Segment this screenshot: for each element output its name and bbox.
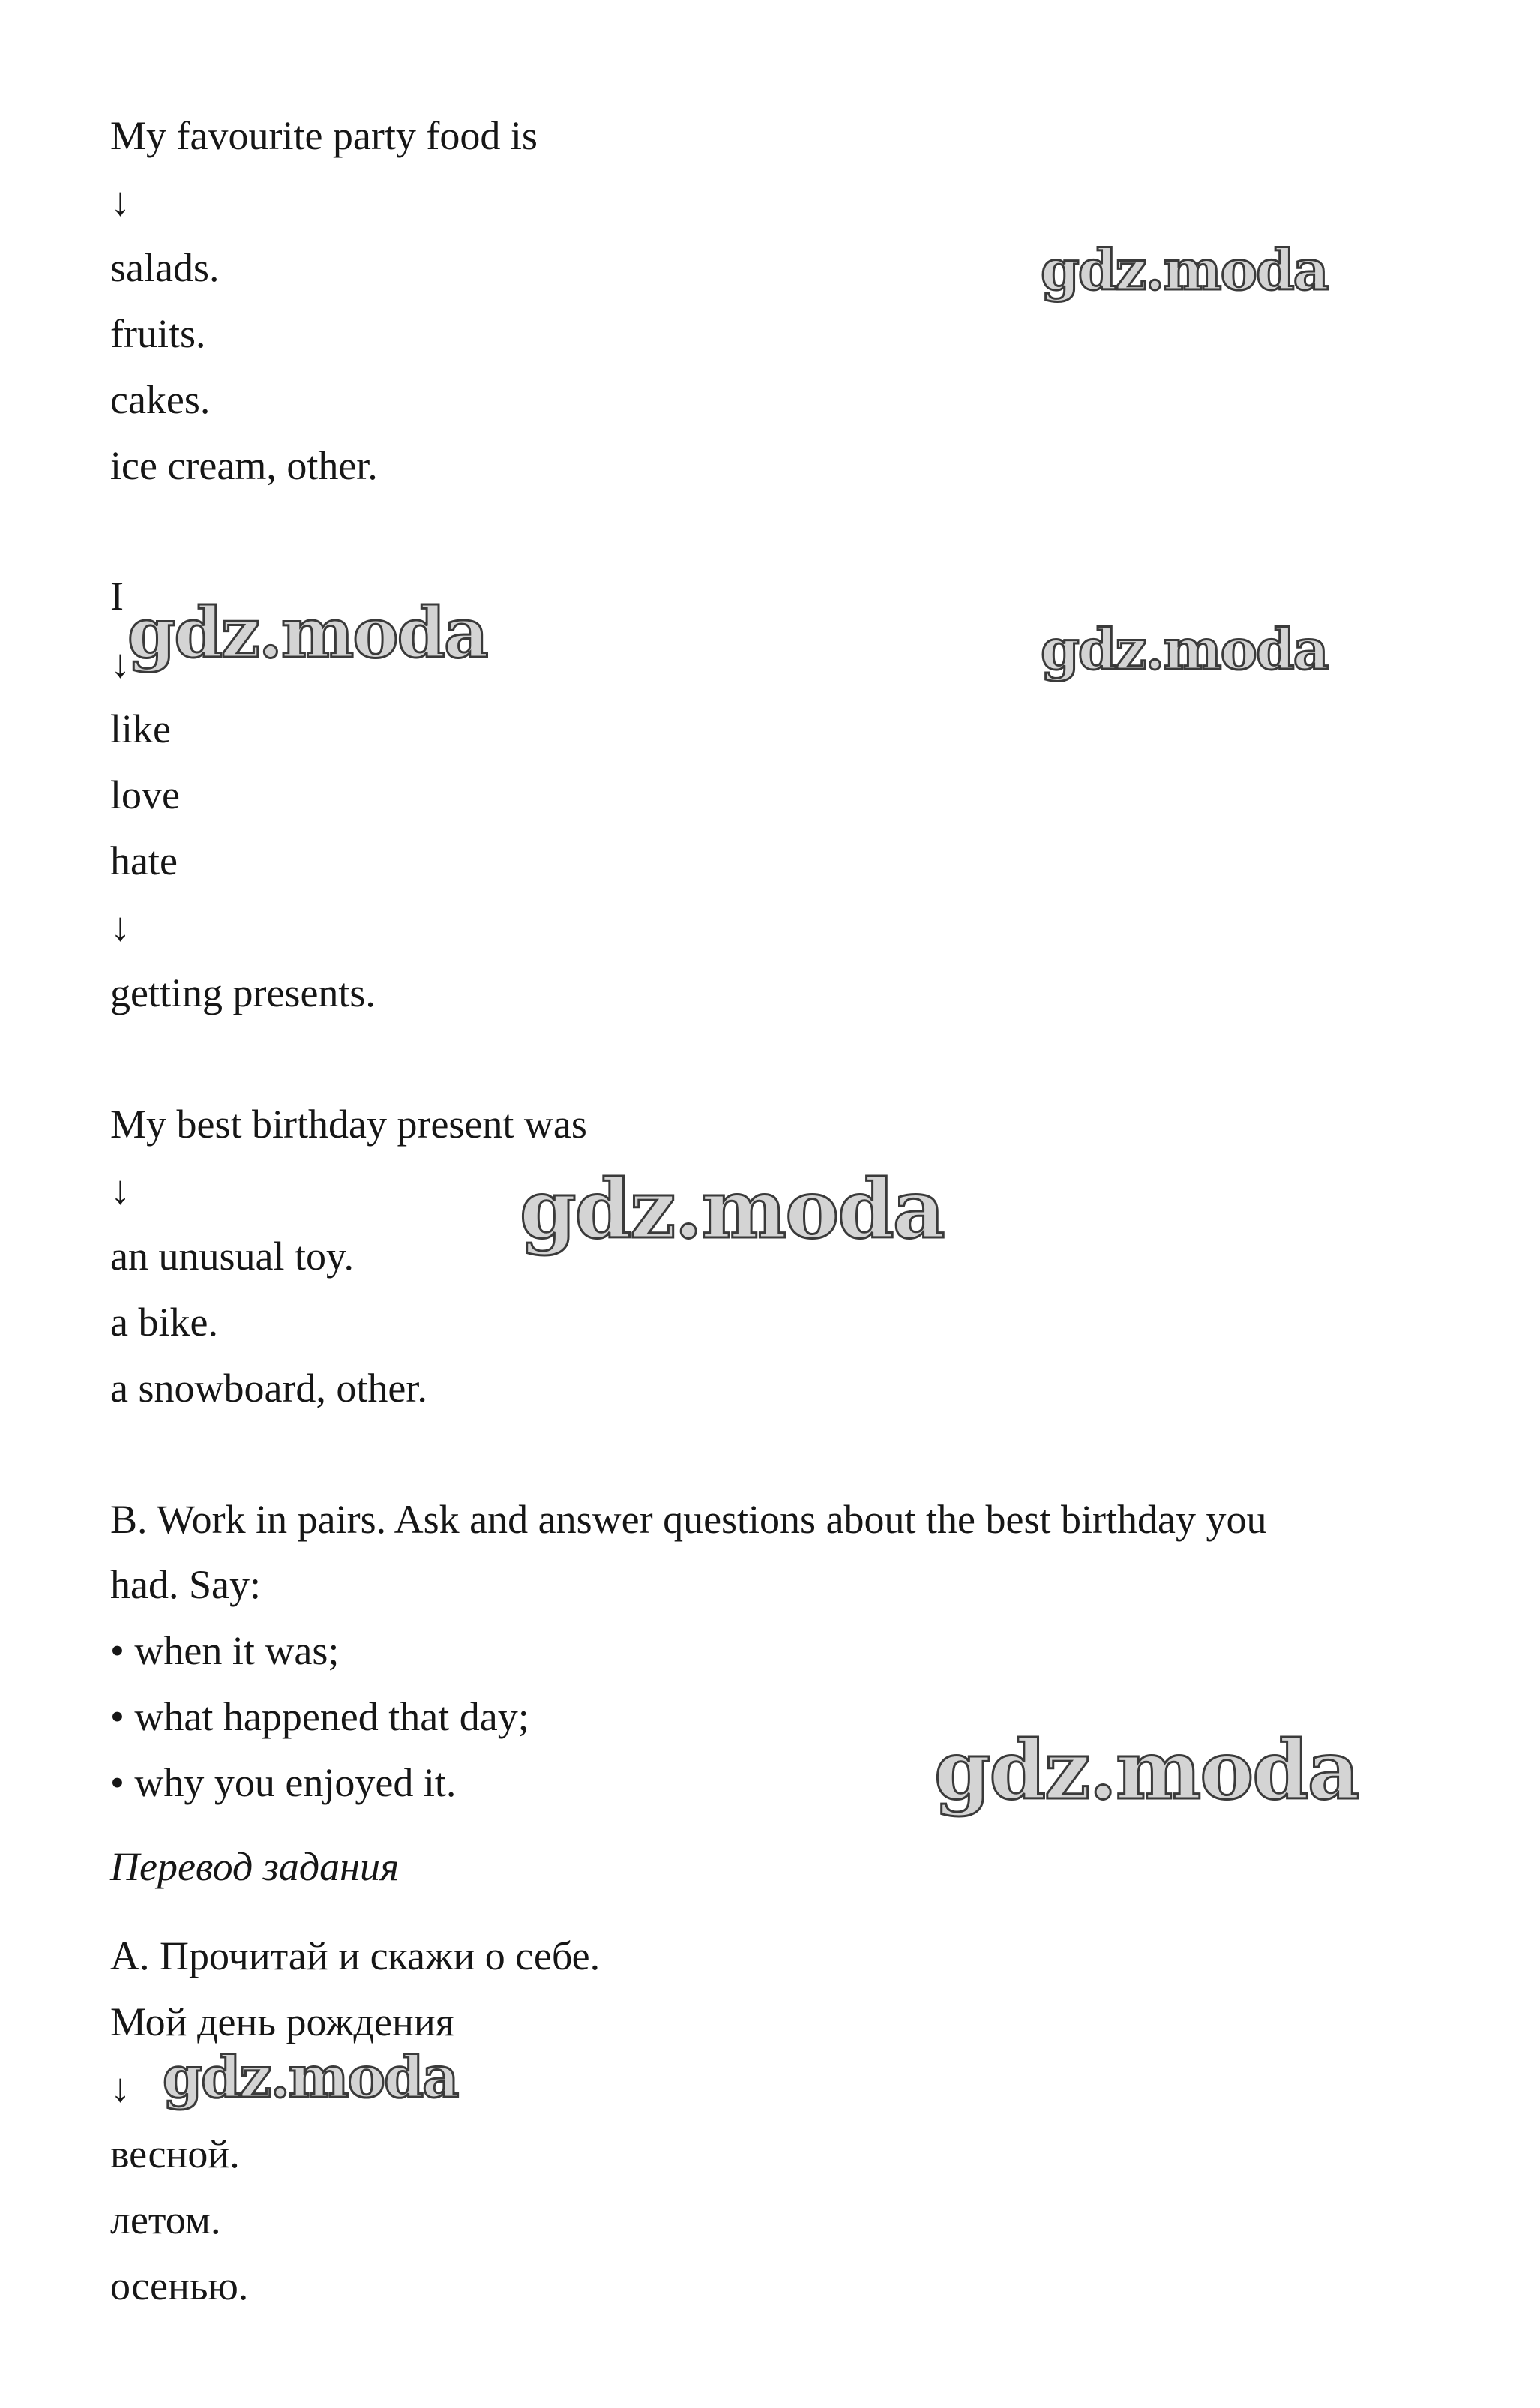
text-line: salads.	[110, 245, 220, 290]
watermark: gdz.moda	[127, 592, 487, 673]
text-line: an unusual toy.	[110, 1234, 354, 1279]
text-line: a snowboard, other.	[110, 1366, 427, 1411]
text-line: My best birthday present was	[110, 1102, 587, 1147]
arrow-down-icon: ↓	[110, 641, 130, 686]
text-line: hate	[110, 838, 178, 883]
watermark: gdz.moda	[163, 2044, 458, 2110]
text-line: love	[110, 772, 180, 817]
arrow-down-icon: ↓	[110, 1168, 130, 1213]
arrow-down-icon: ↓	[110, 2065, 130, 2110]
text-line: ice cream, other.	[110, 443, 378, 488]
text-line: I	[110, 574, 124, 619]
text-line: had. Say:	[110, 1562, 261, 1607]
text-line: Мой день рождения	[110, 1999, 454, 2044]
watermark: gdz.moda	[1041, 238, 1328, 303]
text-line: осенью.	[110, 2263, 249, 2308]
text-line: like	[110, 706, 171, 751]
text-line: My favourite party food is	[110, 113, 538, 158]
text-line: летом.	[110, 2197, 221, 2242]
watermark: gdz.moda	[1041, 618, 1328, 682]
text-line: А. Прочитай и скажи о себе.	[110, 1933, 601, 1978]
section-heading: Перевод задания	[110, 1844, 400, 1889]
text-line: весной.	[110, 2131, 240, 2176]
arrow-down-icon: ↓	[110, 904, 130, 949]
text-line: fruits.	[110, 311, 206, 356]
watermark: gdz.moda	[520, 1162, 944, 1257]
bullet-item: • when it was;	[110, 1628, 340, 1673]
arrow-down-icon: ↓	[110, 179, 130, 224]
text-line: B. Work in pairs. Ask and answer questions about the best birthday you	[110, 1497, 1267, 1542]
watermark: gdz.moda	[934, 1723, 1359, 1818]
bullet-item: • why you enjoyed it.	[110, 1760, 457, 1805]
bullet-item: • what happened that day;	[110, 1694, 529, 1739]
text-line: cakes.	[110, 377, 211, 422]
text-line: getting presents.	[110, 970, 376, 1015]
text-line: a bike.	[110, 1300, 218, 1345]
